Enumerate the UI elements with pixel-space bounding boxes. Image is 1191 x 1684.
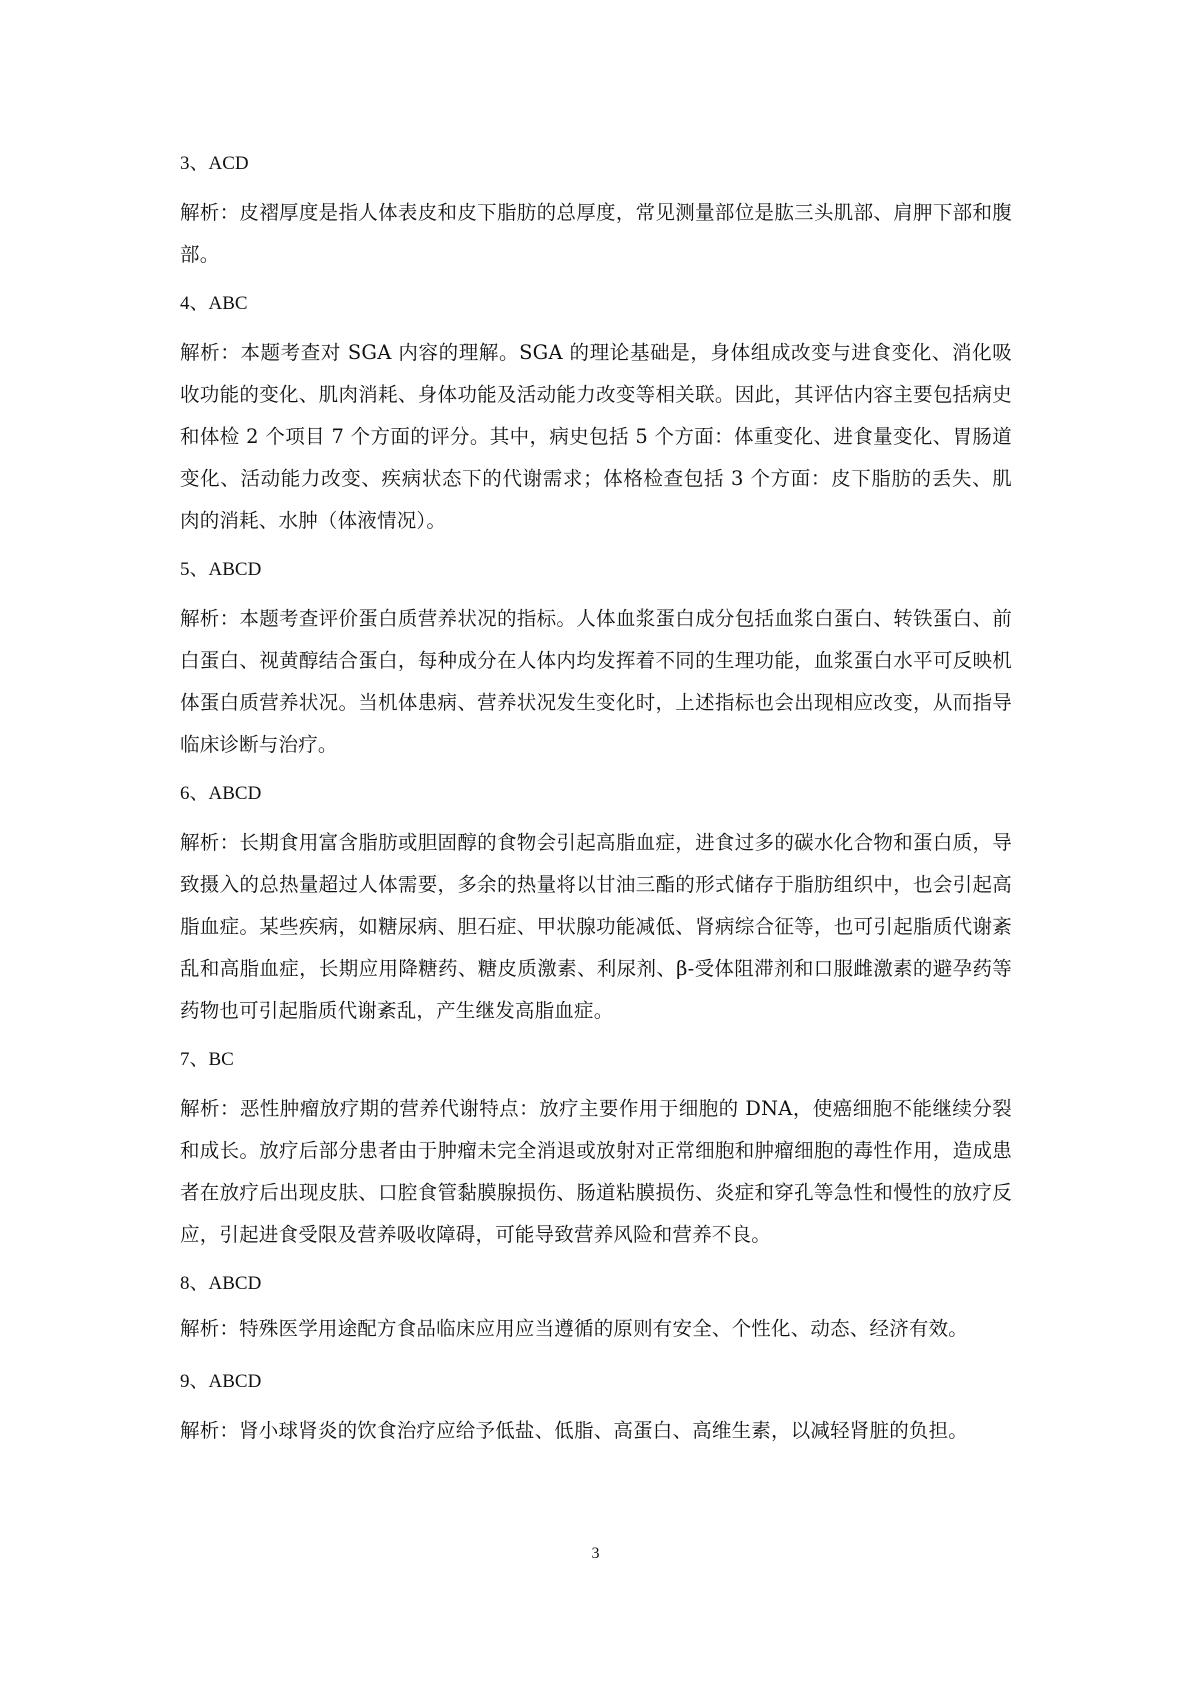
answer-7-heading: 7、BC	[180, 1049, 234, 1070]
answer-6-heading: 6、ABCD	[180, 783, 262, 804]
answer-list	[180, 150, 1012, 1466]
answer-8-heading: 8、ABCD	[180, 1273, 262, 1294]
answer-7-explanation: 解析：恶性肿瘤放疗期的营养代谢特点：放疗主要作用于细胞的 DNA，使癌细胞不能继续分裂和成长。放疗后部分患者由于肿瘤未完全消退或放射对正常细胞和肿瘤细胞的毒性作用，造成患者在放疗后出现皮肤、口腔食管黏膜腺损伤、肠道粘膜损伤、炎症和穿孔等急性和慢性的放疗反应，引起进食受限及营养吸收障碍，可能导致营养风险和营养不良。	[180, 1097, 1012, 1246]
answer-5-explanation: 解析：本题考查评价蛋白质营养状况的指标。人体血浆蛋白成分包括血浆白蛋白、转铁蛋白、前白蛋白、视黄醇结合蛋白，每种成分在人体内均发挥着不同的生理功能，血浆蛋白水平可反映机体蛋白质营养状况。当机体患病、营养状况发生变化时，上述指标也会出现相应改变，从而指导临床诊断与治疗。	[180, 607, 1012, 756]
answer-4-explanation: 解析：本题考查对 SGA 内容的理解。SGA 的理论基础是，身体组成改变与进食变化、消化吸收功能的变化、肌肉消耗、身体功能及活动能力改变等相关联。因此，其评估内容主要包括病史和体检 2 个项目 7 个方面的评分。其中，病史包括 5 个方面：体重变化、进食量变化、胃肠道变化、活动能力改变、疾病状态下的代谢需求；体格检查包括 3 个方面：皮下脂肪的丢失、肌肉的消耗、水肿（体液情况）。	[180, 341, 1012, 532]
page-number: 3	[591, 1545, 600, 1562]
answer-8-explanation: 解析：特殊医学用途配方食品临床应用应当遵循的原则有安全、个性化、动态、经济有效。	[180, 1317, 969, 1340]
answer-5-heading: 5、ABCD	[180, 559, 262, 580]
answer-4-heading: 4、ABC	[180, 293, 248, 314]
answer-9-heading: 9、ABCD	[180, 1371, 262, 1392]
answer-6-explanation: 解析：长期食用富含脂肪或胆固醇的食物会引起高脂血症，进食过多的碳水化合物和蛋白质，导致摄入的总热量超过人体需要，多余的热量将以甘油三酯的形式储存于脂肪组织中，也会引起高脂血症。某些疾病，如糖尿病、胆石症、甲状腺功能减低、肾病综合征等，也可引起脂质代谢紊乱和高脂血症，长期应用降糖药、糖皮质激素、利尿剂、β-受体阻滞剂和口服雌激素的避孕药等药物也可引起脂质代谢紊乱，产生继发高脂血症。	[180, 831, 1012, 1022]
answer-3-explanation: 解析：皮褶厚度是指人体表皮和皮下脂肪的总厚度，常见测量部位是肱三头肌部、肩胛下部和腹部。	[180, 201, 1012, 266]
answer-3-heading: 3、ACD	[180, 153, 249, 174]
answer-9-explanation: 解析：肾小球肾炎的饮食治疗应给予低盐、低脂、高蛋白、高维生素，以减轻肾脏的负担。	[180, 1419, 969, 1442]
